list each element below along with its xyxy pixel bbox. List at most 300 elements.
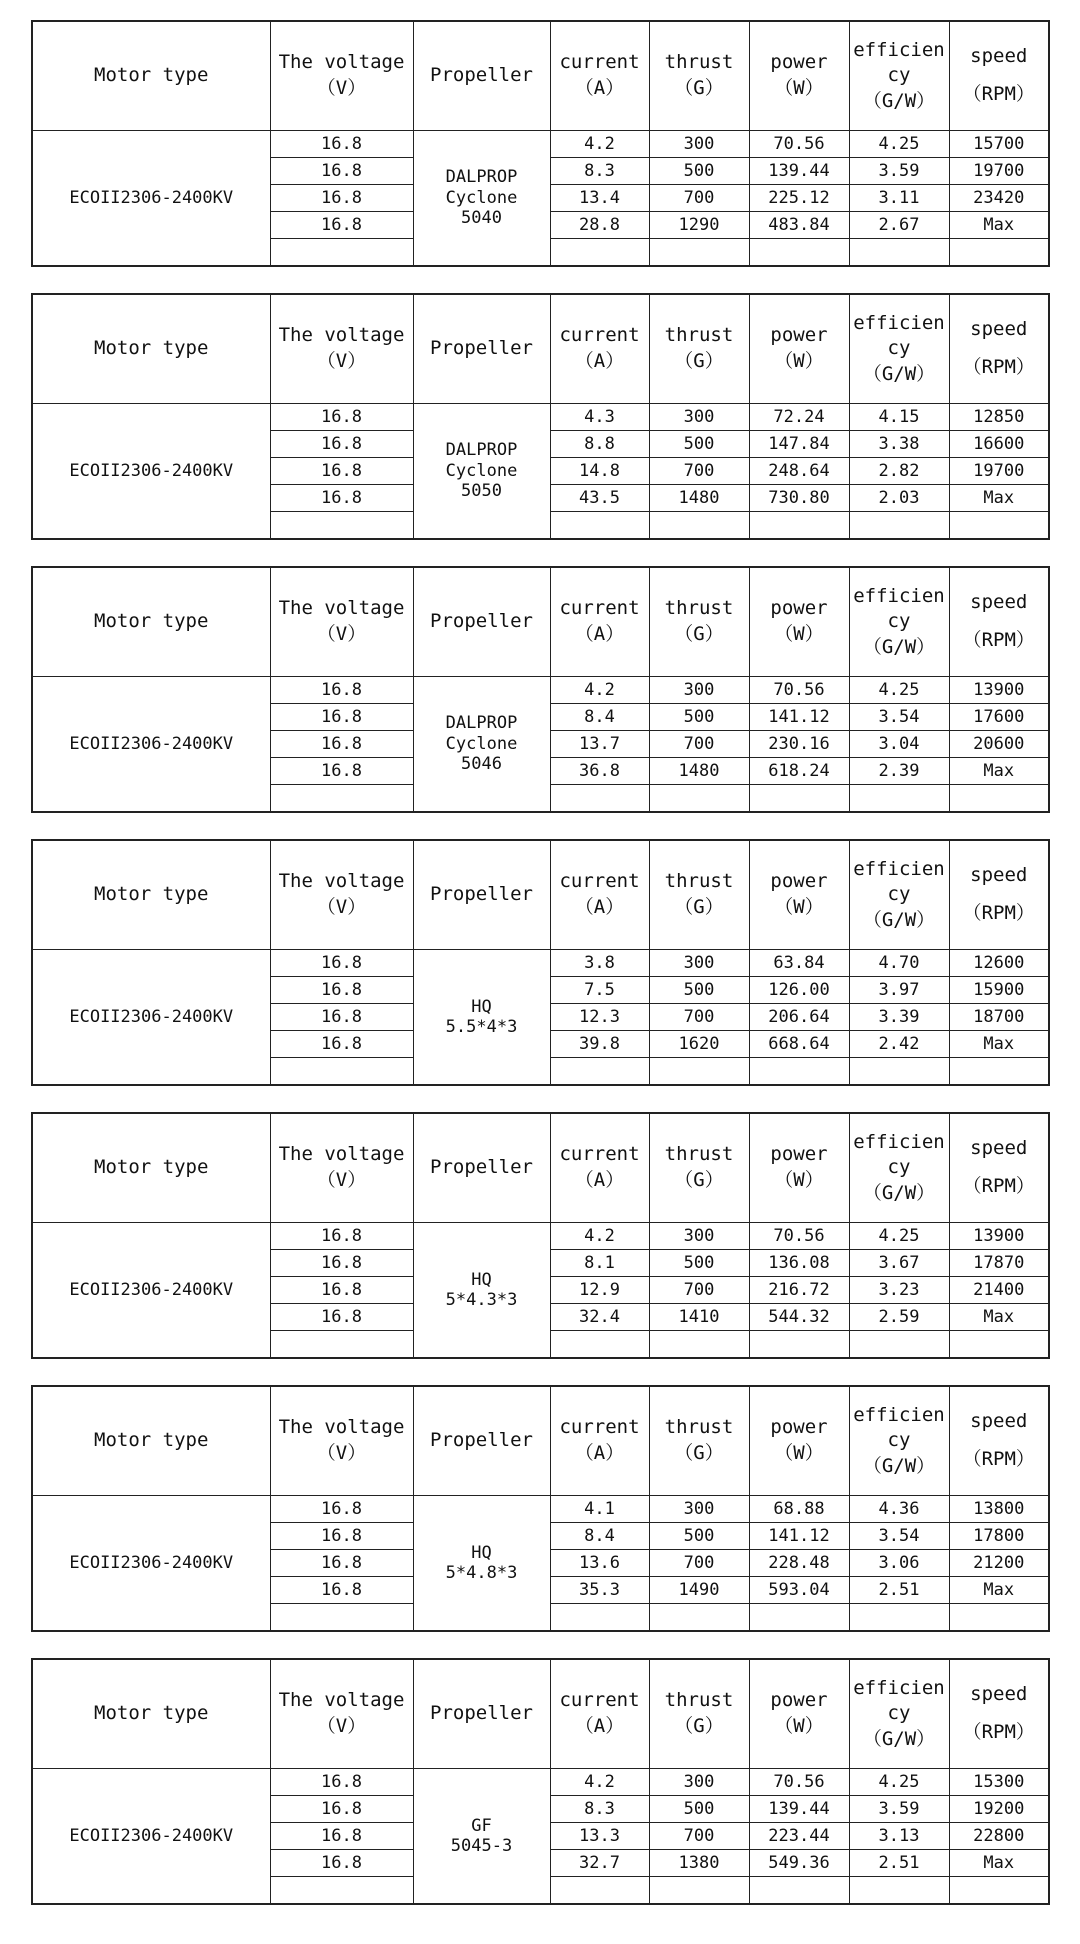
efficiency-cell [849, 1604, 949, 1632]
current-cell: 7.5 [550, 977, 649, 1004]
voltage-cell: 16.8 [270, 758, 413, 785]
speed-cell: 16600 [949, 431, 1049, 458]
power-cell [749, 512, 849, 540]
motor-type-cell: ECOII2306-2400KV [32, 131, 270, 267]
table-row [32, 404, 1049, 431]
power-header: power （W） [749, 21, 849, 131]
thrust-cell: 1620 [649, 1031, 749, 1058]
voltage-cell: 16.8 [270, 1250, 413, 1277]
motor-type-header: Motor type [32, 21, 270, 131]
table-header-row [32, 1386, 1049, 1496]
current-unit: （A） [574, 1442, 625, 1464]
power-cell: 483.84 [749, 212, 849, 239]
power-header: power （W） [749, 840, 849, 950]
propeller-header: Propeller [413, 567, 550, 677]
propeller-header: Propeller [413, 21, 550, 131]
thrust-unit: （G） [674, 1715, 724, 1737]
speed-cell: 12850 [949, 404, 1049, 431]
efficiency-cell: 3.54 [849, 1523, 949, 1550]
thrust-unit: （G） [674, 77, 724, 99]
propeller-label-line: DALPROP [445, 440, 518, 461]
efficiency-cell: 3.04 [849, 731, 949, 758]
power-unit: （W） [774, 350, 824, 372]
efficiency-header: efficien cy （G/W） [849, 294, 949, 404]
speed-cell: 21400 [949, 1277, 1049, 1304]
propeller-label-line: Cyclone [445, 187, 518, 208]
power-unit: （W） [774, 896, 824, 918]
current-cell [550, 1331, 649, 1359]
speed-header: speed （RPM） [949, 1659, 1049, 1769]
voltage-header: The voltage （V） [270, 1659, 413, 1769]
efficiency-unit: （G/W） [862, 1181, 936, 1204]
efficiency-cell: 4.25 [849, 131, 949, 158]
voltage-cell: 16.8 [270, 1823, 413, 1850]
power-cell: 228.48 [749, 1550, 849, 1577]
thrust-header: thrust （G） [649, 1113, 749, 1223]
speed-cell [949, 1877, 1049, 1905]
voltage-cell: 16.8 [270, 185, 413, 212]
speed-cell [949, 512, 1049, 540]
speed-cell: 17870 [949, 1250, 1049, 1277]
motor-type-header: Motor type [32, 567, 270, 677]
thrust-cell: 500 [649, 704, 749, 731]
voltage-cell: 16.8 [270, 1550, 413, 1577]
voltage-cell: 16.8 [270, 1769, 413, 1796]
voltage-cell: 16.8 [270, 431, 413, 458]
table-header-row [32, 1113, 1049, 1223]
thrust-header: thrust （G） [649, 294, 749, 404]
speed-cell: Max [949, 1577, 1049, 1604]
power-cell: 63.84 [749, 950, 849, 977]
thrust-cell: 1490 [649, 1577, 749, 1604]
motor-type-header: Motor type [32, 1386, 270, 1496]
speed-cell: 18700 [949, 1004, 1049, 1031]
efficiency-cell: 3.59 [849, 158, 949, 185]
current-cell: 13.6 [550, 1550, 649, 1577]
efficiency-cell [849, 239, 949, 267]
thrust-cell: 500 [649, 977, 749, 1004]
thrust-cell: 1380 [649, 1850, 749, 1877]
speed-cell [949, 239, 1049, 267]
power-cell [749, 1331, 849, 1359]
power-cell [749, 1877, 849, 1905]
thrust-cell: 700 [649, 185, 749, 212]
voltage-cell: 16.8 [270, 212, 413, 239]
voltage-header: The voltage （V） [270, 21, 413, 131]
thrust-cell: 700 [649, 1550, 749, 1577]
efficiency-unit: （G/W） [862, 362, 936, 385]
thrust-cell: 500 [649, 431, 749, 458]
propeller-header: Propeller [413, 1113, 550, 1223]
speed-cell [949, 1604, 1049, 1632]
motor-test-table [31, 1112, 1050, 1359]
thrust-cell: 1410 [649, 1304, 749, 1331]
efficiency-unit: （G/W） [862, 89, 936, 112]
thrust-cell: 700 [649, 458, 749, 485]
power-cell: 70.56 [749, 1769, 849, 1796]
voltage-cell: 16.8 [270, 1850, 413, 1877]
efficiency-header: efficien cy （G/W） [849, 1113, 949, 1223]
current-unit: （A） [574, 896, 625, 918]
speed-cell: 15300 [949, 1769, 1049, 1796]
table-header-row [32, 1659, 1049, 1769]
power-cell: 593.04 [749, 1577, 849, 1604]
speed-cell [949, 1331, 1049, 1359]
voltage-cell: 16.8 [270, 704, 413, 731]
thrust-cell: 1290 [649, 212, 749, 239]
current-cell: 3.8 [550, 950, 649, 977]
voltage-cell [270, 1058, 413, 1086]
propeller-label-line: DALPROP [445, 713, 518, 734]
power-cell: 549.36 [749, 1850, 849, 1877]
efficiency-unit: （G/W） [862, 1727, 936, 1750]
efficiency-unit: （G/W） [862, 908, 936, 931]
current-cell: 35.3 [550, 1577, 649, 1604]
speed-unit: （RPM） [962, 902, 1035, 924]
voltage-header: The voltage （V） [270, 294, 413, 404]
propeller-cell [413, 1769, 550, 1905]
power-cell: 126.00 [749, 977, 849, 1004]
motor-test-data-sheet [31, 20, 1050, 1931]
voltage-cell [270, 1877, 413, 1905]
thrust-cell: 500 [649, 1250, 749, 1277]
propeller-header: Propeller [413, 840, 550, 950]
power-cell: 230.16 [749, 731, 849, 758]
speed-unit: （RPM） [962, 1721, 1035, 1743]
motor-test-table [31, 293, 1050, 540]
efficiency-cell: 2.42 [849, 1031, 949, 1058]
thrust-cell: 300 [649, 404, 749, 431]
speed-unit: （RPM） [962, 629, 1035, 651]
thrust-cell: 500 [649, 1523, 749, 1550]
power-header: power （W） [749, 1659, 849, 1769]
table-row [32, 131, 1049, 158]
thrust-cell: 300 [649, 1496, 749, 1523]
thrust-cell: 700 [649, 1277, 749, 1304]
efficiency-cell: 4.70 [849, 950, 949, 977]
speed-unit: （RPM） [962, 1448, 1035, 1470]
power-header: power （W） [749, 294, 849, 404]
thrust-cell [649, 1604, 749, 1632]
efficiency-cell: 4.25 [849, 1223, 949, 1250]
power-unit: （W） [774, 623, 824, 645]
power-unit: （W） [774, 1442, 824, 1464]
power-unit: （W） [774, 1715, 824, 1737]
current-cell: 12.9 [550, 1277, 649, 1304]
current-cell: 8.3 [550, 1796, 649, 1823]
voltage-header: The voltage （V） [270, 1386, 413, 1496]
propeller-label-line: Cyclone [445, 733, 518, 754]
speed-cell: 23420 [949, 185, 1049, 212]
voltage-unit: （V） [316, 77, 367, 99]
speed-cell: 19700 [949, 158, 1049, 185]
motor-test-table [31, 20, 1050, 267]
power-cell [749, 239, 849, 267]
voltage-cell: 16.8 [270, 1577, 413, 1604]
speed-header: speed （RPM） [949, 1386, 1049, 1496]
thrust-cell: 700 [649, 1004, 749, 1031]
current-cell: 28.8 [550, 212, 649, 239]
speed-cell: 13900 [949, 1223, 1049, 1250]
current-cell [550, 239, 649, 267]
propeller-header: Propeller [413, 294, 550, 404]
current-unit: （A） [574, 77, 625, 99]
speed-cell: Max [949, 212, 1049, 239]
power-cell: 136.08 [749, 1250, 849, 1277]
speed-cell: 13900 [949, 677, 1049, 704]
propeller-cell [413, 950, 550, 1086]
motor-test-table [31, 1658, 1050, 1905]
voltage-cell: 16.8 [270, 404, 413, 431]
power-cell: 225.12 [749, 185, 849, 212]
voltage-cell [270, 1331, 413, 1359]
efficiency-header: efficien cy （G/W） [849, 840, 949, 950]
efficiency-cell: 2.03 [849, 485, 949, 512]
table-row [32, 950, 1049, 977]
speed-cell: Max [949, 1850, 1049, 1877]
speed-unit: （RPM） [962, 356, 1035, 378]
current-cell: 13.3 [550, 1823, 649, 1850]
speed-cell: 21200 [949, 1550, 1049, 1577]
table-header-row [32, 21, 1049, 131]
efficiency-cell: 2.59 [849, 1304, 949, 1331]
current-cell [550, 512, 649, 540]
thrust-unit: （G） [674, 896, 724, 918]
speed-cell: Max [949, 758, 1049, 785]
efficiency-cell: 3.59 [849, 1796, 949, 1823]
power-cell: 668.64 [749, 1031, 849, 1058]
current-unit: （A） [574, 1169, 625, 1191]
voltage-header: The voltage （V） [270, 567, 413, 677]
speed-cell: Max [949, 1304, 1049, 1331]
propeller-header: Propeller [413, 1659, 550, 1769]
efficiency-unit: （G/W） [862, 635, 936, 658]
speed-cell: 22800 [949, 1823, 1049, 1850]
voltage-cell [270, 239, 413, 267]
current-cell: 4.2 [550, 1769, 649, 1796]
power-cell [749, 1058, 849, 1086]
voltage-cell: 16.8 [270, 977, 413, 1004]
voltage-cell: 16.8 [270, 1223, 413, 1250]
speed-unit: （RPM） [962, 1175, 1035, 1197]
thrust-header: thrust （G） [649, 1659, 749, 1769]
propeller-cell [413, 1496, 550, 1632]
speed-unit: （RPM） [962, 83, 1035, 105]
current-cell: 4.3 [550, 404, 649, 431]
thrust-unit: （G） [674, 350, 724, 372]
motor-type-cell: ECOII2306-2400KV [32, 1496, 270, 1632]
power-cell: 216.72 [749, 1277, 849, 1304]
current-cell [550, 1058, 649, 1086]
voltage-cell: 16.8 [270, 458, 413, 485]
current-header: current （A） [550, 1386, 649, 1496]
current-cell: 39.8 [550, 1031, 649, 1058]
thrust-cell: 300 [649, 677, 749, 704]
thrust-cell: 300 [649, 950, 749, 977]
voltage-cell: 16.8 [270, 1496, 413, 1523]
power-cell: 68.88 [749, 1496, 849, 1523]
current-cell [550, 1877, 649, 1905]
voltage-unit: （V） [316, 1715, 367, 1737]
thrust-cell: 700 [649, 1823, 749, 1850]
motor-type-cell: ECOII2306-2400KV [32, 1769, 270, 1905]
speed-cell [949, 1058, 1049, 1086]
power-cell: 248.64 [749, 458, 849, 485]
thrust-cell: 700 [649, 731, 749, 758]
thrust-header: thrust （G） [649, 21, 749, 131]
current-cell: 43.5 [550, 485, 649, 512]
table-header-row [32, 840, 1049, 950]
motor-type-cell: ECOII2306-2400KV [32, 404, 270, 540]
motor-type-cell: ECOII2306-2400KV [32, 677, 270, 813]
efficiency-cell: 3.38 [849, 431, 949, 458]
current-cell: 12.3 [550, 1004, 649, 1031]
thrust-cell: 300 [649, 1223, 749, 1250]
thrust-cell: 300 [649, 131, 749, 158]
speed-header: speed （RPM） [949, 1113, 1049, 1223]
efficiency-cell: 4.25 [849, 1769, 949, 1796]
thrust-cell [649, 785, 749, 813]
efficiency-cell: 3.39 [849, 1004, 949, 1031]
propeller-cell [413, 131, 550, 267]
motor-type-header: Motor type [32, 294, 270, 404]
current-unit: （A） [574, 623, 625, 645]
propeller-label-line: 5040 [461, 208, 502, 229]
speed-header: speed （RPM） [949, 567, 1049, 677]
efficiency-header: efficien cy （G/W） [849, 21, 949, 131]
current-cell: 8.1 [550, 1250, 649, 1277]
voltage-cell [270, 1604, 413, 1632]
thrust-header: thrust （G） [649, 840, 749, 950]
voltage-unit: （V） [316, 1442, 367, 1464]
speed-cell: 12600 [949, 950, 1049, 977]
propeller-label-line: 5046 [461, 754, 502, 775]
motor-test-table [31, 839, 1050, 1086]
voltage-cell [270, 512, 413, 540]
table-row [32, 677, 1049, 704]
voltage-unit: （V） [316, 350, 367, 372]
efficiency-cell: 3.54 [849, 704, 949, 731]
efficiency-cell: 2.51 [849, 1577, 949, 1604]
speed-header: speed （RPM） [949, 840, 1049, 950]
propeller-header: Propeller [413, 1386, 550, 1496]
current-cell: 14.8 [550, 458, 649, 485]
speed-header: speed （RPM） [949, 294, 1049, 404]
power-cell: 139.44 [749, 158, 849, 185]
power-cell [749, 1604, 849, 1632]
propeller-cell [413, 677, 550, 813]
voltage-cell: 16.8 [270, 1304, 413, 1331]
motor-type-cell: ECOII2306-2400KV [32, 1223, 270, 1359]
voltage-cell: 16.8 [270, 131, 413, 158]
power-cell: 72.24 [749, 404, 849, 431]
voltage-cell: 16.8 [270, 158, 413, 185]
current-header: current （A） [550, 21, 649, 131]
efficiency-header: efficien cy （G/W） [849, 567, 949, 677]
efficiency-cell: 2.39 [849, 758, 949, 785]
propeller-label-line: 5.5*4*3 [445, 1017, 518, 1037]
propeller-label-line: Cyclone [445, 460, 518, 481]
efficiency-header: efficien cy （G/W） [849, 1659, 949, 1769]
current-cell [550, 1604, 649, 1632]
motor-type-cell: ECOII2306-2400KV [32, 950, 270, 1086]
speed-cell: 15900 [949, 977, 1049, 1004]
voltage-cell: 16.8 [270, 1004, 413, 1031]
current-cell: 4.1 [550, 1496, 649, 1523]
speed-cell: 20600 [949, 731, 1049, 758]
thrust-header: thrust （G） [649, 1386, 749, 1496]
propeller-label-line: HQ [471, 1269, 492, 1290]
current-unit: （A） [574, 1715, 625, 1737]
speed-cell: 15700 [949, 131, 1049, 158]
motor-test-table [31, 566, 1050, 813]
efficiency-cell [849, 512, 949, 540]
power-cell: 139.44 [749, 1796, 849, 1823]
thrust-cell: 1480 [649, 758, 749, 785]
speed-header: speed （RPM） [949, 21, 1049, 131]
power-cell: 730.80 [749, 485, 849, 512]
current-cell: 8.8 [550, 431, 649, 458]
table-header-row [32, 294, 1049, 404]
efficiency-cell: 3.11 [849, 185, 949, 212]
power-cell: 70.56 [749, 1223, 849, 1250]
current-cell: 36.8 [550, 758, 649, 785]
thrust-cell [649, 1331, 749, 1359]
current-cell: 13.7 [550, 731, 649, 758]
current-cell: 13.4 [550, 185, 649, 212]
efficiency-cell: 3.97 [849, 977, 949, 1004]
efficiency-cell: 3.23 [849, 1277, 949, 1304]
power-cell: 141.12 [749, 1523, 849, 1550]
voltage-cell: 16.8 [270, 950, 413, 977]
power-header: power （W） [749, 1113, 849, 1223]
speed-cell [949, 785, 1049, 813]
motor-test-table [31, 1385, 1050, 1632]
power-cell: 70.56 [749, 131, 849, 158]
voltage-header: The voltage （V） [270, 840, 413, 950]
propeller-label-line: GF [471, 1815, 492, 1836]
thrust-cell [649, 1058, 749, 1086]
power-unit: （W） [774, 77, 824, 99]
voltage-cell: 16.8 [270, 1277, 413, 1304]
efficiency-cell: 2.51 [849, 1850, 949, 1877]
thrust-cell: 1480 [649, 485, 749, 512]
propeller-cell [413, 1223, 550, 1359]
thrust-cell [649, 239, 749, 267]
power-header: power （W） [749, 567, 849, 677]
speed-cell: Max [949, 485, 1049, 512]
thrust-cell: 500 [649, 158, 749, 185]
power-unit: （W） [774, 1169, 824, 1191]
efficiency-cell: 4.25 [849, 677, 949, 704]
voltage-unit: （V） [316, 623, 367, 645]
thrust-cell [649, 512, 749, 540]
thrust-header: thrust （G） [649, 567, 749, 677]
efficiency-cell: 4.36 [849, 1496, 949, 1523]
efficiency-cell: 2.67 [849, 212, 949, 239]
power-cell: 223.44 [749, 1823, 849, 1850]
current-cell: 4.2 [550, 677, 649, 704]
thrust-cell [649, 1877, 749, 1905]
current-cell: 32.7 [550, 1850, 649, 1877]
power-cell [749, 785, 849, 813]
efficiency-cell [849, 1058, 949, 1086]
table-row [32, 1223, 1049, 1250]
power-cell: 206.64 [749, 1004, 849, 1031]
voltage-cell: 16.8 [270, 731, 413, 758]
speed-cell: 13800 [949, 1496, 1049, 1523]
voltage-cell: 16.8 [270, 1796, 413, 1823]
